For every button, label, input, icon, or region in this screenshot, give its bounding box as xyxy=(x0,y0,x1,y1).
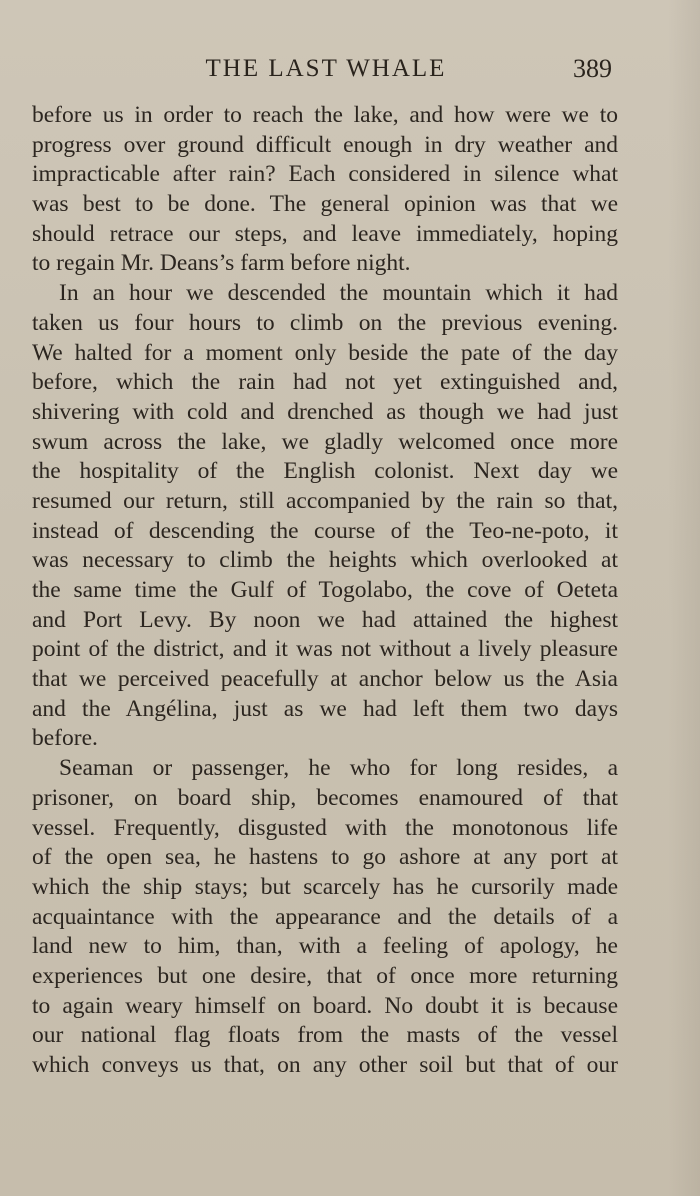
text-line: was best to be done. The general opinion was that we xyxy=(32,191,618,218)
text-line: experiences but one desire, that of once more returning xyxy=(32,962,618,989)
text-line: progress over ground difficult enough in dry weather and xyxy=(32,131,618,158)
text-line: before us in order to reach the lake, and how were we to xyxy=(32,102,618,128)
page-edge-shadow xyxy=(668,0,700,1196)
text-line: the same time the Gulf of Togolabo, the cove of Oeteta xyxy=(32,577,618,603)
text-line: impracticable after rain? Each considered in silence what xyxy=(32,161,618,188)
text-line: Seaman or passenger, he who for long resides, a xyxy=(59,755,618,782)
text-line: the hospitality of the English colonist. Next day we xyxy=(32,458,618,485)
text-line: of the open sea, he hastens to go ashore at any port at xyxy=(32,844,618,871)
text-line: instead of descending the course of the Teo-ne-poto, it xyxy=(32,517,618,544)
text-line: our national flag floats from the masts of the vessel xyxy=(32,1022,618,1049)
text-line: land new to him, than, with a feeling of apology, he xyxy=(32,933,618,960)
text-line: was necessary to climb the heights which overlooked at xyxy=(32,547,618,574)
text-line: that we perceived peacefully at anchor below us the Asia xyxy=(32,666,618,693)
page-number: 389 xyxy=(573,54,612,83)
text-line: shivering with cold and drenched as though we had just xyxy=(32,398,618,425)
text-line: before, which the rain had not yet extinguished and, xyxy=(32,369,618,396)
body-text xyxy=(32,101,618,1081)
text-line: taken us four hours to climb on the previous evening. xyxy=(32,309,618,336)
text-line: resumed our return, still accompanied by the rain so that, xyxy=(32,487,618,514)
text-line: point of the district, and it was not without a lively pleasure xyxy=(32,636,618,663)
running-title: THE LAST WHALE xyxy=(205,55,447,82)
text-line: swum across the lake, we gladly welcomed once more xyxy=(32,428,618,455)
text-line: which conveys us that, on any other soil but that of our xyxy=(32,1052,618,1078)
text-line: which the ship stays; but scarcely has he cursorily made xyxy=(32,873,618,900)
text-line: acquaintance with the appearance and the details of a xyxy=(32,903,618,930)
text-line: prisoner, on board ship, becomes enamoured of that xyxy=(32,784,618,811)
text-line: We halted for a moment only beside the pate of the day xyxy=(32,339,618,366)
text-line: and the Angélina, just as we had left them two days xyxy=(32,695,618,722)
text-line: should retrace our steps, and leave immediately, hoping xyxy=(32,220,618,247)
text-line: to regain Mr. Deans’s farm before night. xyxy=(32,250,411,277)
text-line: before. xyxy=(32,725,98,752)
running-head xyxy=(30,52,622,86)
text-line: vessel. Frequently, disgusted with the monotonous life xyxy=(32,814,618,841)
text-line: In an hour we descended the mountain which it had xyxy=(59,280,618,307)
text-line: and Port Levy. By noon we had attained the highest xyxy=(32,606,618,633)
text-line: to again weary himself on board. No doubt it is because xyxy=(32,992,618,1019)
